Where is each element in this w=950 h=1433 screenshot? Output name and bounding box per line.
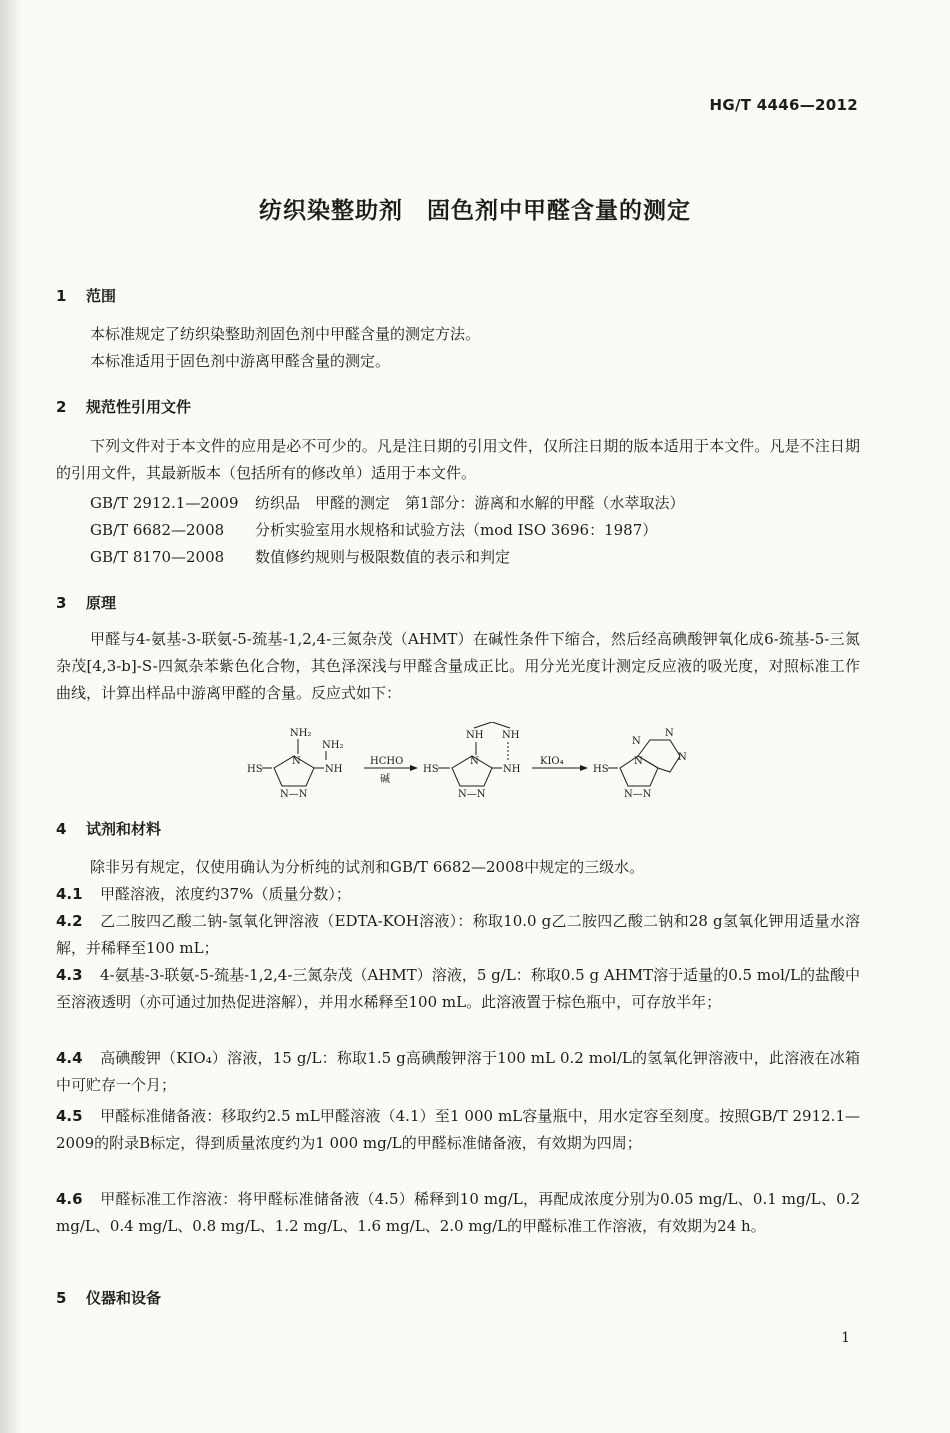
section-1-heading [56, 285, 116, 306]
nh-label: NH [325, 764, 343, 775]
item-number: 4.5 [56, 1107, 83, 1125]
paragraph: 除非另有规定，仅使用确认为分析纯的试剂和GB/T 6682—2008中规定的三级水。 [90, 858, 645, 876]
reaction-scheme [240, 722, 700, 802]
section-number: 1 [56, 287, 67, 305]
section-title: 试剂和材料 [86, 820, 162, 838]
thiol-label: HS [247, 764, 263, 775]
reagent-hcho: HCHO [370, 756, 404, 767]
document-title: 纺织染整助剂 固色剂中甲醛含量的测定 [259, 198, 691, 224]
condition-base: 碱 [380, 774, 390, 785]
paragraph: 本标准适用于固色剂中游离甲醛含量的测定。 [90, 352, 391, 370]
thiol-label: HS [593, 764, 609, 775]
section-title: 规范性引用文件 [86, 398, 192, 416]
list-item [56, 908, 860, 962]
list-item [56, 1103, 860, 1157]
reference-title: 分析实验室用水规格和试验方法（mod ISO 3696：1987） [255, 521, 658, 539]
thiol-label: HS [423, 764, 439, 775]
ring-bond-label: N—N [624, 789, 652, 800]
reference-code: GB/T 2912.1—2009 [90, 494, 239, 512]
item-number: 4.4 [56, 1049, 83, 1067]
item-number: 4.3 [56, 966, 83, 984]
section-number: 4 [56, 820, 67, 838]
ring-n-label: N [665, 728, 674, 739]
reagent-kio4: KIO₄ [540, 756, 564, 767]
ring-n-label: N [470, 756, 479, 767]
list-item [56, 1186, 860, 1240]
item-text: 4-氨基-3-联氨-5-巯基-1,2,4-三氮杂茂（AHMT）溶液，5 g/L：称取0.5 g AHMT溶于适量的0.5 mol/L的盐酸中至溶液透明（亦可通过加热促进溶解），并用水稀释至100 mL。此溶液置于棕色瓶中，可存放半年； [56, 966, 860, 1011]
item-number: 4.2 [56, 912, 83, 930]
list-item [56, 962, 860, 1016]
paragraph: 甲醛与4-氨基-3-联氨-5-巯基-1,2,4-三氮杂茂（AHMT）在碱性条件下缩合，然后经高碘酸钾氧化成6-巯基-5-三氮杂茂[4,3-b]-S-四氮杂苯紫色化合物，其色泽深浅与甲醛含量成正比。用分光光度计测定反应液的吸光度，对照标准工作曲线，计算出样品中游离甲醛的含量。反应式如下： [56, 630, 860, 702]
reference-title: 数值修约规则与极限数值的表示和判定 [255, 548, 511, 566]
purple-product [593, 728, 687, 800]
reference-item [90, 546, 510, 567]
reference-code: GB/T 6682—2008 [90, 521, 225, 539]
nh-label: NH [503, 764, 521, 775]
section-number: 3 [56, 594, 67, 612]
paragraph: 本标准规定了纺织染整助剂固色剂中甲醛含量的测定方法。 [90, 325, 481, 343]
section-title: 仪器和设备 [86, 1289, 162, 1307]
paragraph: 下列文件对于本文件的应用是必不可少的。凡是注日期的引用文件，仅所注日期的版本适用于本文件。凡是不注日期的引用文件，其最新版本（包括所有的修改单）适用于本文件。 [56, 437, 860, 482]
ring-n-label: N [632, 736, 641, 747]
page-number: 1 [841, 1330, 850, 1346]
section-3-heading [56, 592, 116, 613]
item-text: 甲醛溶液，浓度约37%（质量分数）； [100, 885, 351, 903]
ring-n-label: N [292, 756, 301, 767]
section-title: 原理 [86, 594, 117, 612]
reference-item [90, 519, 657, 540]
section-number: 2 [56, 398, 67, 416]
reference-item [90, 492, 685, 513]
nh-label: NH [466, 730, 484, 741]
section-title: 范围 [86, 287, 117, 305]
item-text: 甲醛标准工作溶液：将甲醛标准储备液（4.5）稀释到10 mg/L，再配成浓度分别为0.05 mg/L、0.1 mg/L、0.2 mg/L、0.4 mg/L、0.8 mg/L、1.2 mg/L、1.6 mg/L、2.0 mg/L的甲醛标准工作溶液，有效期为24 h。 [56, 1190, 860, 1235]
item-number: 4.6 [56, 1190, 83, 1208]
list-item [56, 881, 860, 908]
condensed-intermediate [423, 722, 521, 800]
reaction-arrow-2 [532, 756, 588, 771]
ring-n-label: N [678, 752, 687, 763]
item-text: 高碘酸钾（KIO₄）溶液，15 g/L：称取1.5 g高碘酸钾溶于100 mL 0.2 mol/L的氢氧化钾溶液中，此溶液在冰箱中可贮存一个月； [56, 1049, 860, 1094]
ahmt-molecule [247, 728, 343, 800]
reference-title: 纺织品 甲醛的测定 第1部分：游离和水解的甲醛（水萃取法） [255, 494, 685, 512]
nh-label: NH [502, 730, 520, 741]
item-text: 乙二胺四乙酸二钠-氢氧化钾溶液（EDTA-KOH溶液）：称取10.0 g乙二胺四乙酸二钠和28 g氢氧化钾用适量水溶解，并稀释至100 mL； [56, 912, 860, 957]
standard-code: HG/T 4446—2012 [709, 96, 858, 114]
item-text: 甲醛标准储备液：移取约2.5 mL甲醛溶液（4.1）至1 000 mL容量瓶中，用水定容至刻度。按照GB/T 2912.1—2009的附录B标定，得到质量浓度约为1 000 mg/L的甲醛标准储备液，有效期为四周； [56, 1107, 860, 1152]
section-2-heading [56, 396, 191, 417]
section-5-heading [56, 1287, 161, 1308]
item-number: 4.1 [56, 885, 83, 903]
section-4-heading [56, 818, 161, 839]
hydrazino-label: NH₂ [322, 740, 344, 751]
amino-label: NH₂ [290, 728, 312, 739]
ring-bond-label: N—N [280, 789, 308, 800]
reference-code: GB/T 8170—2008 [90, 548, 225, 566]
reaction-arrow-1 [364, 756, 418, 785]
ring-n-label: N [634, 756, 643, 767]
list-item [56, 1045, 860, 1099]
section-number: 5 [56, 1289, 67, 1307]
ring-bond-label: N—N [458, 789, 486, 800]
